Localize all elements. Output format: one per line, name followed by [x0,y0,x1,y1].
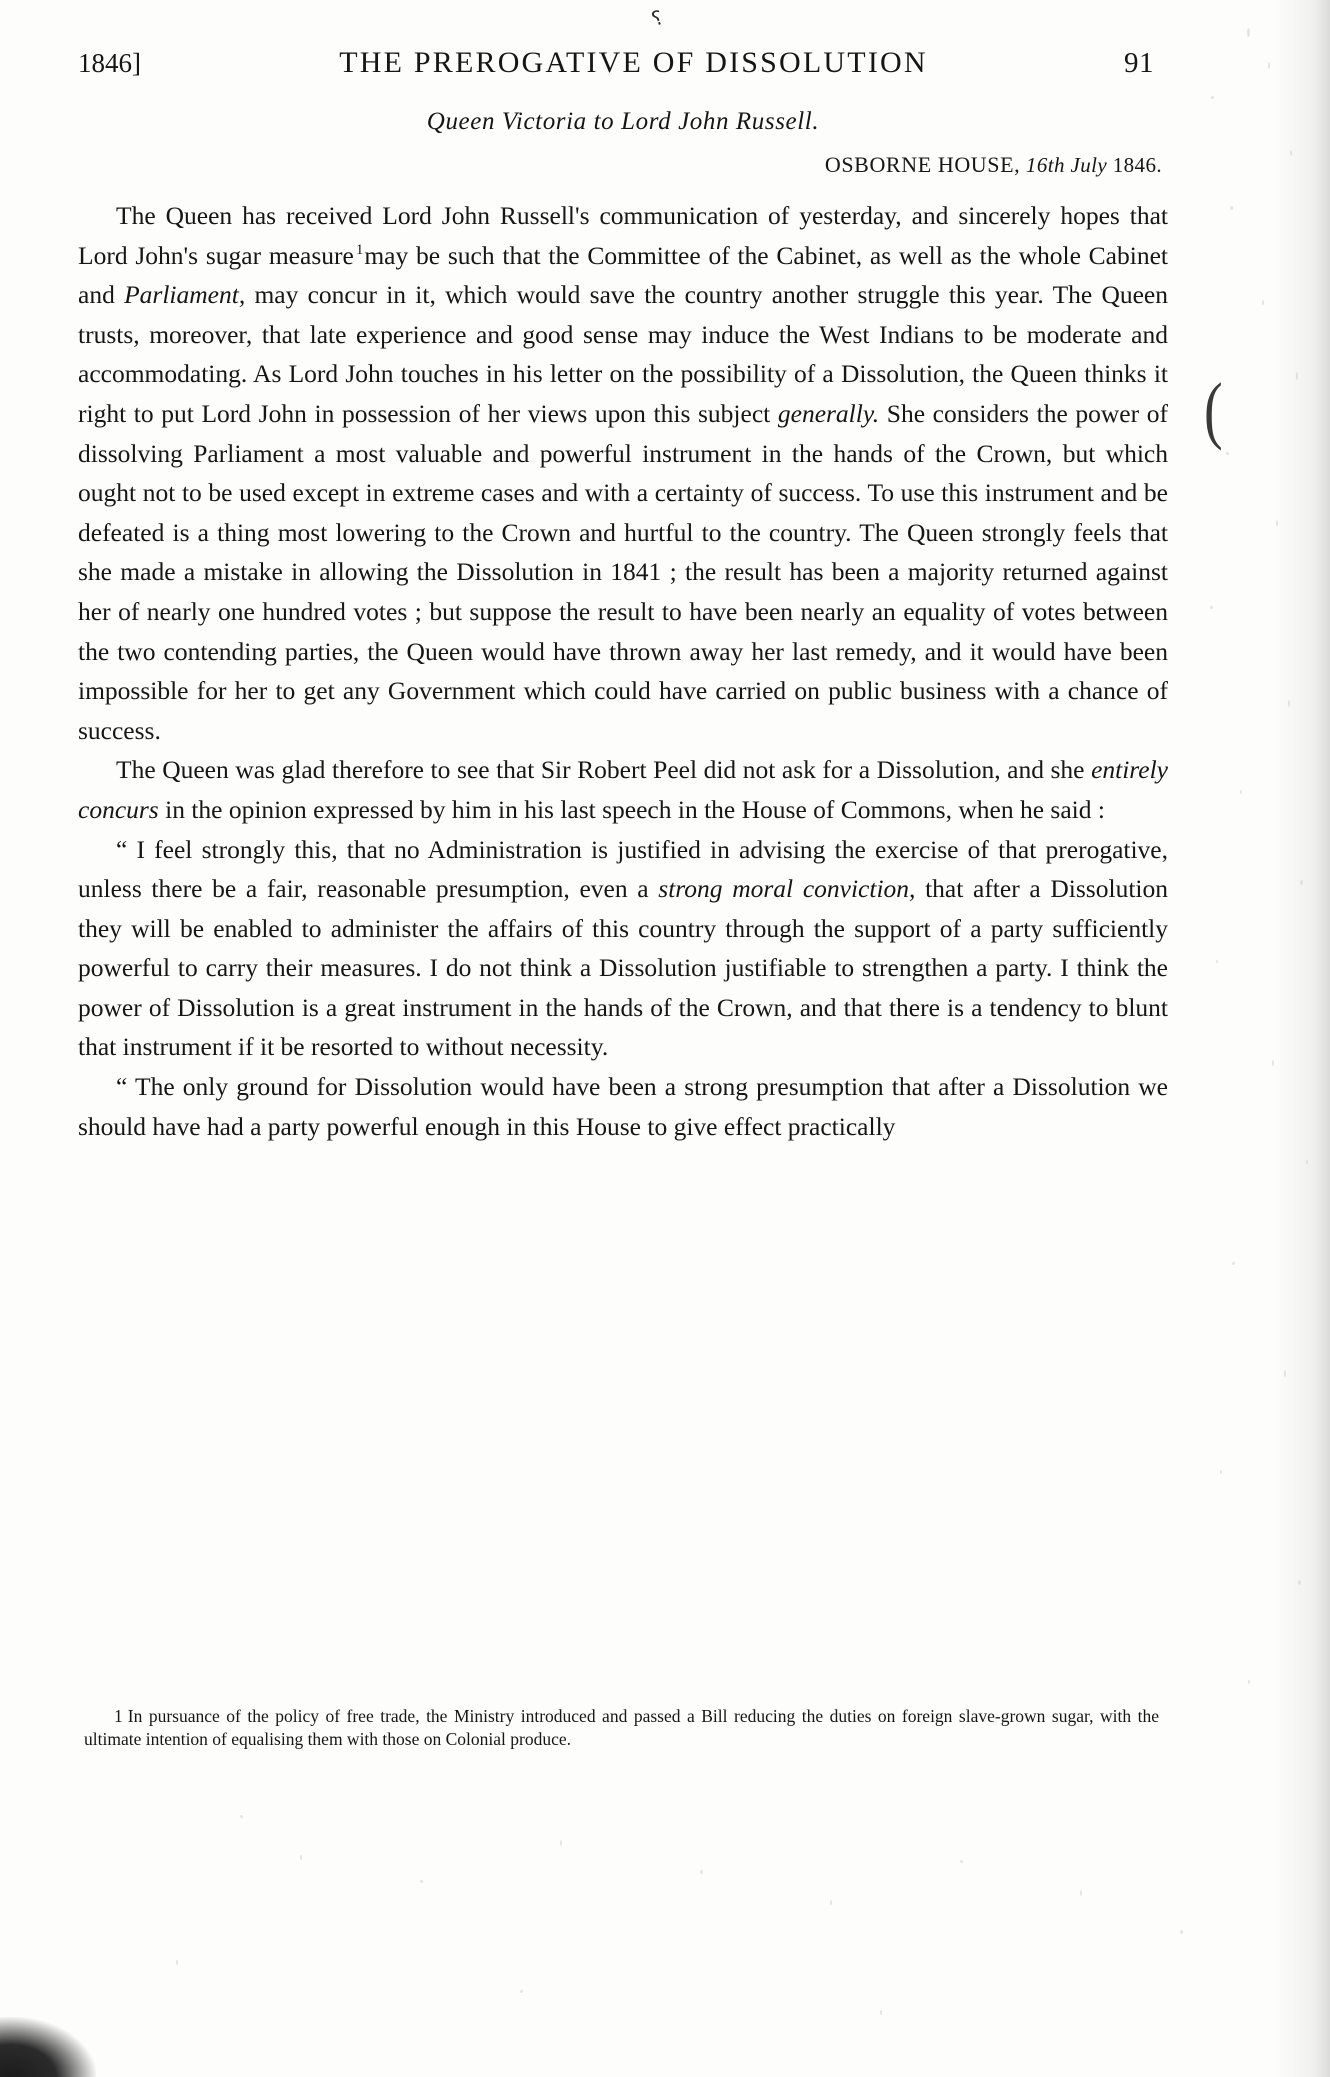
scan-speckle [176,1960,178,1965]
scan-speckle [1211,96,1214,99]
scan-speckle [1290,150,1292,156]
scan-corner-blotch [0,2017,96,2077]
scan-speckle [1298,1580,1301,1585]
dateline-place: OSBORNE HOUSE, [824,152,1021,177]
scan-speckle [880,2010,882,2015]
scan-speckle [700,1870,703,1874]
scan-edge-shadow [1274,0,1330,2077]
dateline-date: 16th July [1025,153,1108,177]
paragraph-1-part-2: may be such that the Committee of the Cabinet, as well as the whole Cabinet and [78,240,1168,310]
scan-speckle [1268,62,1270,69]
scan-speckle [520,1990,523,1993]
paragraph-2-part-1: The Queen was glad therefore to see that Sir Robert Peel did not ask for a Dissolution, and she [116,755,1092,785]
scan-speckle [420,1880,423,1883]
running-head [78,46,1168,80]
scan-speckle [240,1815,243,1818]
scan-speckle [1248,1680,1250,1684]
scan-speckle [1220,1470,1222,1474]
scan-speckle [560,1840,562,1846]
paragraph-2-italic-entirely-concurs: entirely concurs [78,755,1168,824]
scan-speckle [830,1900,832,1905]
quotation-1-italic-phrase: strong moral conviction, [658,874,916,904]
scan-speckle [1272,1060,1274,1066]
paragraph-2 [78,750,1168,829]
paragraph-1-italic-parliament: Parliament, [124,280,246,310]
paragraph-1-part-4: She considers the power of dissolving Parliament a most valuable and powerful instrument in the hands of the Crown, but which ought not to be used except in extreme cases and with a certainty of success. To use this instrument and be defeated is a thing most lowering to the Crown and hurtful to the country. The Queen strongly feels that she made a mistake in allowing the Dissolution in 1841 ; the result has been a majority returned against her of nearly one hundred votes ; but suppose the result to have been nearly an equality of votes between the two contending parties, the Queen would have thrown away her last remedy, and it would have been impossible for her to get any Government which could have carried on public business with a chance of success. [78,398,1168,745]
scan-speckle [1232,1262,1235,1265]
paragraph-1-part-1: The Queen has received Lord John Russell's communication of yesterday, and sincerely hopes that Lord John's sugar measure [78,201,1168,270]
paragraph-2-part-2: in the opinion expressed by him in his last speech in the House of Commons, when he said : [158,794,1105,824]
running-head-title: THE PREROGATIVE OF DISSOLUTION [339,46,928,79]
scan-speckle [1226,452,1229,455]
scan-speckle [1230,206,1233,210]
footnote-reference[interactable]: 1 [355,242,364,259]
scan-speckle [1240,790,1242,794]
footnote [84,1705,1159,1751]
quotation-1-part-1: “ I feel strongly this, that no Administration is justified in advising the exercise of that prerogative, unless there be a fair, reasonable presumption, even a [78,834,1168,904]
quotation-1 [78,830,1168,1068]
paragraph-1-italic-generally: generally. [777,398,880,428]
scan-speckle [300,1855,302,1860]
scan-speckle [1300,880,1303,885]
letter-heading: Queen Victoria to Lord John Russell. [426,108,820,135]
quotation-1-part-2: that after a Dissolution they will be enabled to administer the affairs of this country through the support of a party sufficiently powerful to carry their measures. I do not think a Dissolution justifiable to strengthen a party. I think the power of Dissolution is a great instrument in the hands of the Crown, and that there is a tendency to blunt that instrument if it be resorted to without necessity. [78,874,1168,1062]
dateline [78,152,1162,178]
scan-speckle [1080,1890,1082,1896]
scan-speckle [1284,1370,1286,1377]
quotation-2: “ The only ground for Dissolution would have been a strong presumption that after a Dissolution we should have had a party powerful enough in this House to give effect practically [78,1072,1168,1141]
scan-speckle [1247,28,1250,37]
dateline-year: 1846. [1112,153,1162,177]
paragraph-1-part-3: may concur in it, which would save the country another struggle this year. The Queen trusts, moreover, that late experience and good sense may induce the West Indians to be moderate and accommodating. As Lord John touches in his letter on the possibility of a Dissolution, the Queen thinks it right to put Lord John in possession of her views upon this subject [78,280,1169,428]
scan-speckle [1276,520,1278,526]
scan-speckle [1306,1160,1308,1164]
page-number: 91 [1124,47,1154,79]
footnote-marker: 1 [114,1706,123,1726]
scan-speckle [960,1860,963,1863]
paragraph-1 [78,196,1168,750]
scan-speckle [1262,300,1264,305]
scan-speckle [1210,606,1213,609]
page-content [78,46,1168,1146]
footnote-text: In pursuance of the policy of free trade, the Ministry introduced and passed a Bill reducing the duties on foreign slave-grown sugar, with the ultimate intention of equalising them with those on Colonial produce. [84,1706,1159,1749]
scan-speckle [1216,960,1218,963]
running-head-year: 1846] [78,48,141,78]
scan-speckle [1296,372,1298,380]
scan-speckle [1180,1930,1183,1934]
marginal-bracket-mark: ( [1204,368,1223,452]
scan-speckle [1288,700,1290,707]
stray-pen-mark-icon: ⸮ [649,6,666,32]
